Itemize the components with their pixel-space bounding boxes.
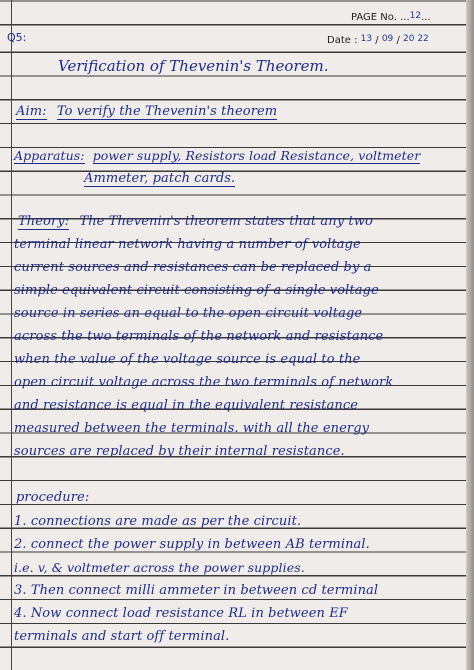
page-number-field [351,12,431,23]
date-label: Date : [327,35,358,46]
theory-line-7: when the value of the voltage source is equal to the [14,352,361,367]
apparatus-label: Apparatus: [14,148,85,163]
date-year: 20 22 [403,34,429,44]
date-month: 09 [381,34,394,44]
question-serial: Q5: [7,31,27,44]
theory-line-8: open circuit voltage across the two terminals of network [14,375,394,390]
theory-line [18,214,373,229]
apparatus-line-2-text: Ammeter, patch cards. [84,171,236,186]
theory-line-1: The Thevenin's theorem states that any two [79,214,373,229]
aim-label: Aim: [16,104,47,119]
procedure-step-4: 4. Now connect load resistance RL in between EF [14,606,348,621]
theory-line-9: and resistance is equal in the equivalent resistance [14,398,359,413]
procedure-label: procedure: [16,490,90,505]
procedure-step-1: 1. connections are made as per the circuit. [14,514,302,529]
page-number-value: 12 [409,11,422,21]
page-number-suffix: ... [421,12,431,23]
margin-line [11,0,12,670]
apparatus-line-1: power supply, Resistors load Resistance, voltmeter [92,148,421,163]
apparatus-row [14,148,420,163]
procedure-step-2: 2. connect the power supply in between AB terminal. [14,537,370,552]
theory-line-6: across the two terminals of the network and resistance [14,329,384,344]
theory-line-3: current sources and resistances can be replaced by a [14,260,372,275]
page-title: Verification of Thevenin's Theorem. [58,57,329,75]
page-number-label: PAGE No. ... [351,12,410,23]
aim-text: To verify the Thevenin's theorem [56,104,278,119]
date-day: 13 [360,34,373,44]
theory-line-2: terminal linear network having a number of voltage [14,237,361,252]
aim-row [16,104,277,119]
theory-line-5: source in series an equal to the open circuit voltage [14,306,363,321]
theory-line-10: measured between the terminals. with all the energy [14,421,370,436]
procedure-step-2-detail: i.e. v, & voltmeter across the power supplies. [14,560,305,575]
date-field: Date : 13 / 09 / 20 22 [327,34,429,46]
procedure-step-3: 3. Then connect milli ammeter in between cd terminal [14,583,379,598]
page-binding-edge [466,0,474,670]
theory-line-11: sources are replaced by their internal resistance. [14,444,345,459]
procedure-step-4-cont: terminals and start off terminal. [14,629,230,644]
theory-label: Theory: [18,214,70,229]
apparatus-line-2 [84,171,235,186]
theory-line-4: simple equivalent circuit consisting of a single voltage [14,283,379,298]
